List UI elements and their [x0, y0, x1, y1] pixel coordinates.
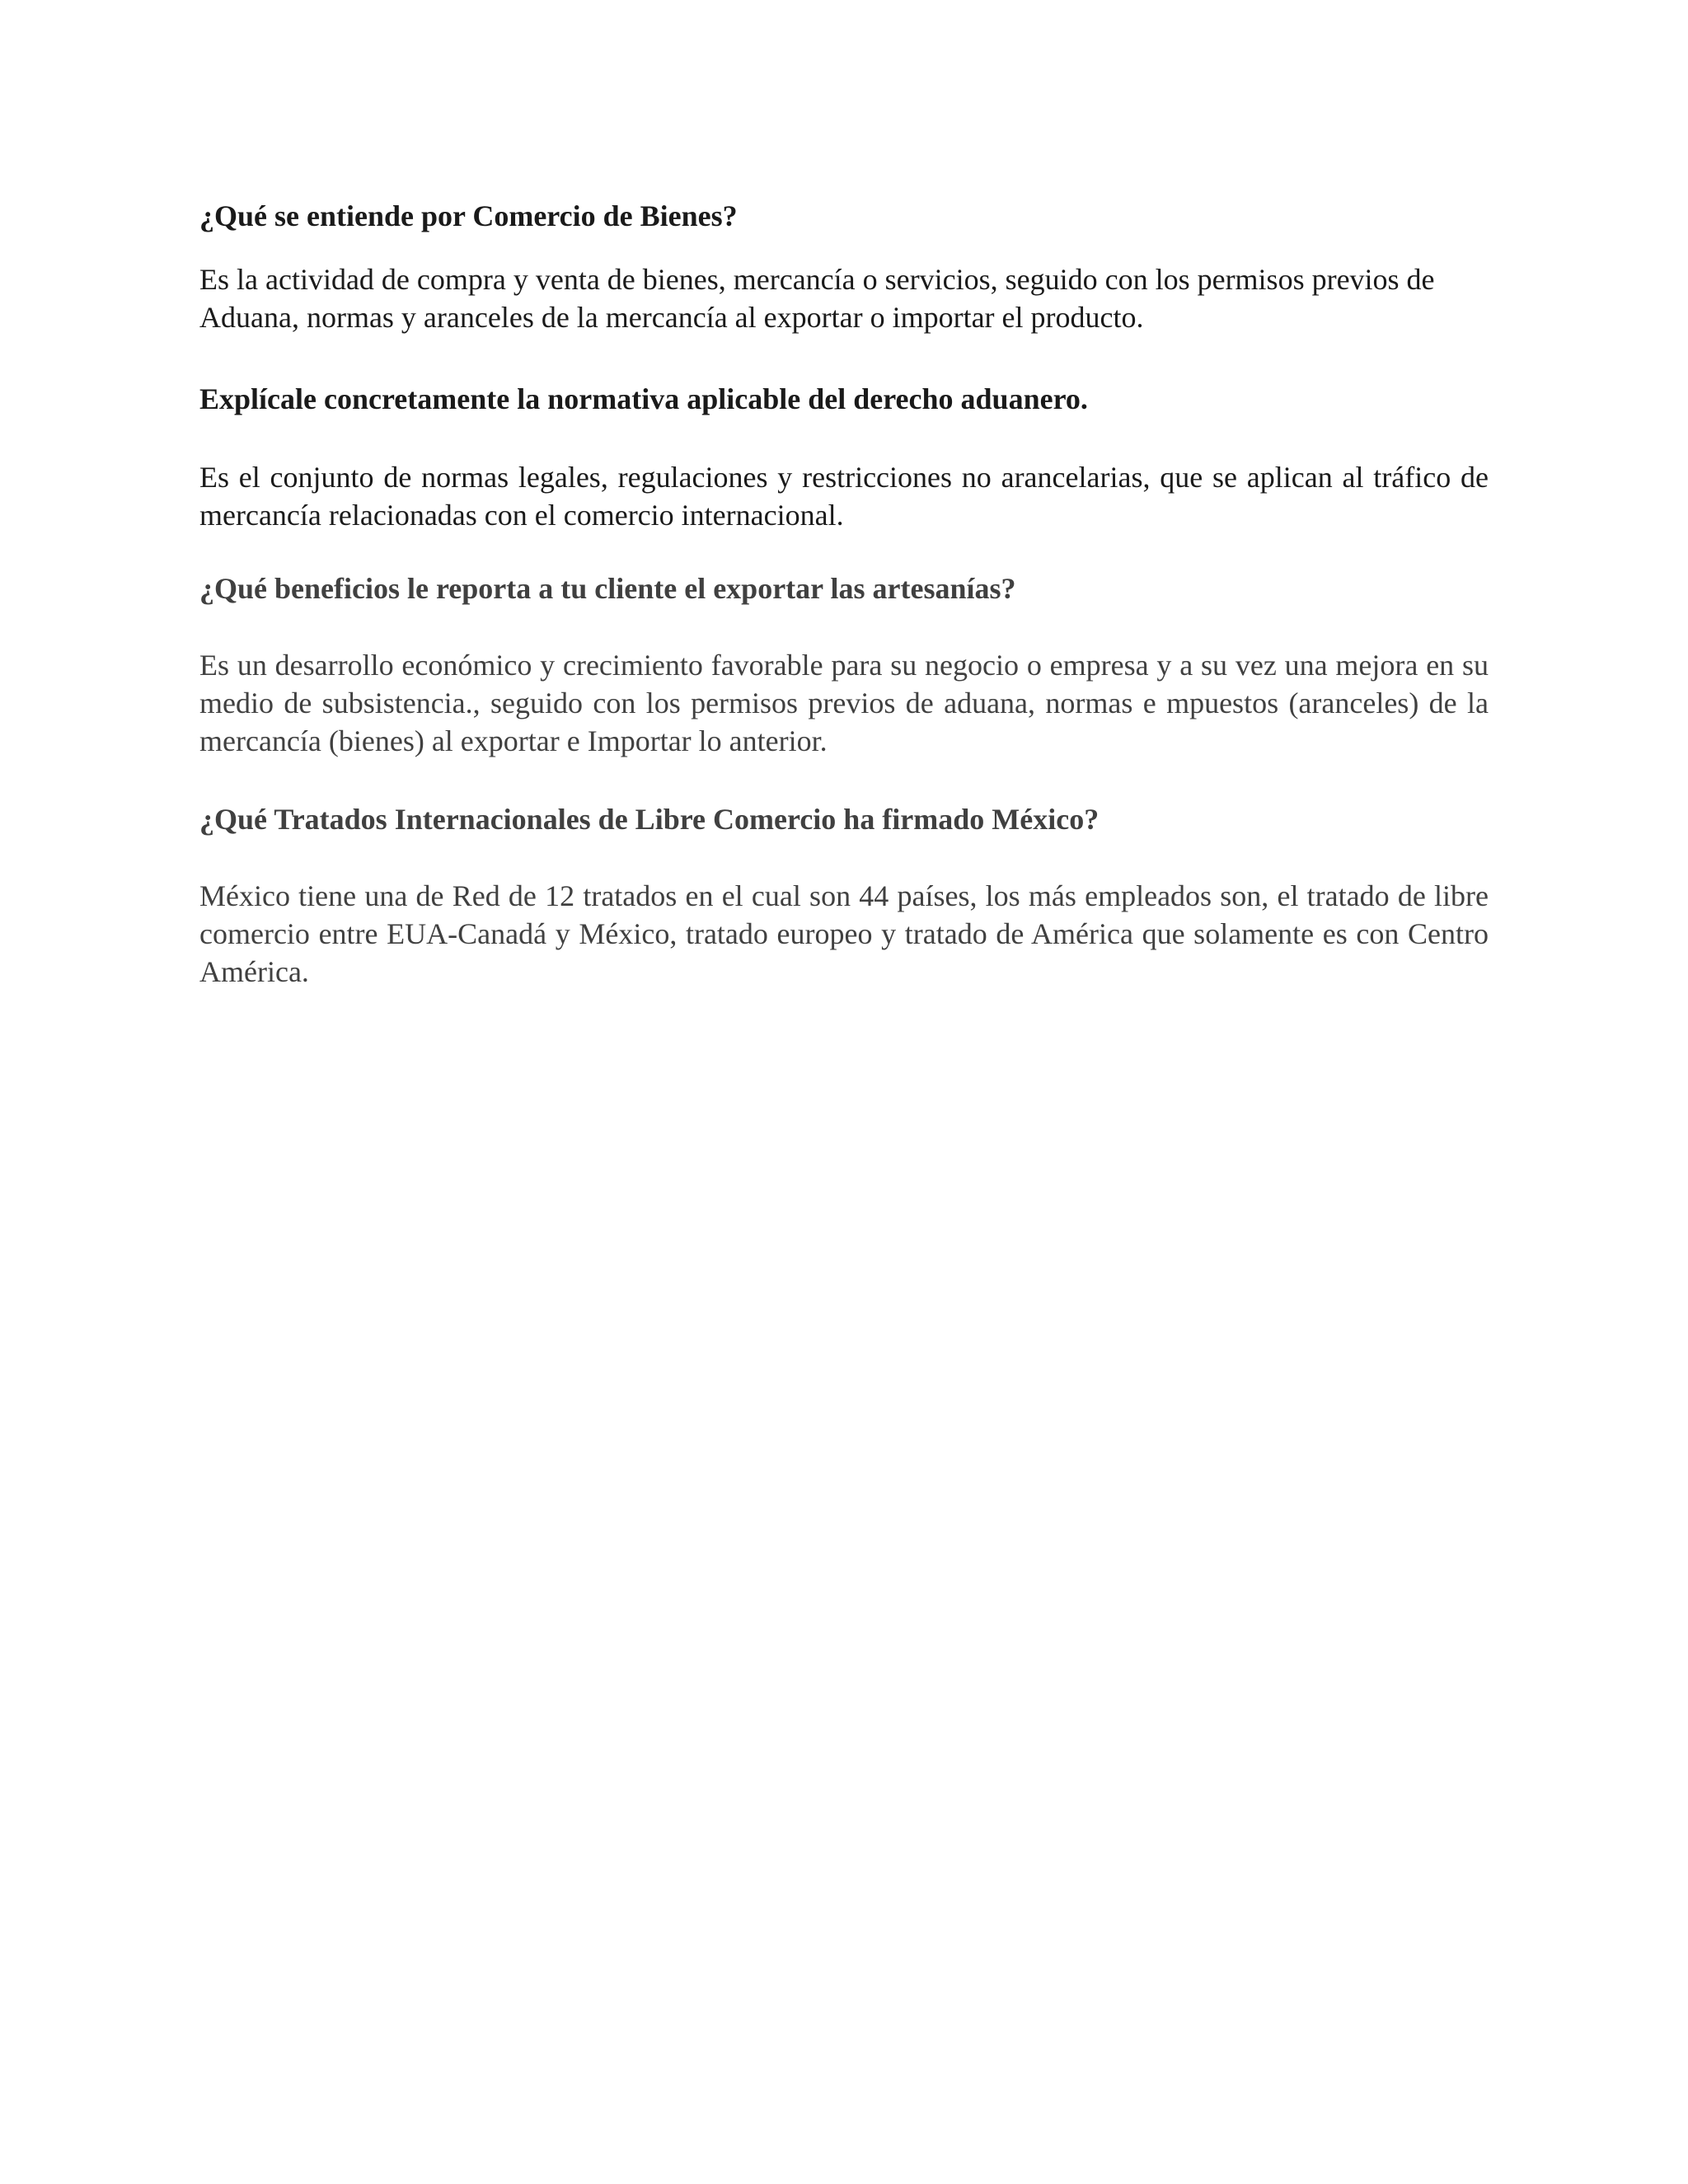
section-heading: ¿Qué se entiende por Comercio de Bienes?: [199, 199, 738, 232]
section-paragraph: México tiene una de Red de 12 tratados en el cual son 44 países, los más empleados son, el tratado de libre comercio entre EUA-Canadá y México, tratado europeo y tratado de América que solamente es con Centro América.: [199, 879, 1489, 988]
section-heading: Explícale concretamente la normativa aplicable del derecho aduanero.: [199, 382, 1088, 415]
section-paragraph: Es un desarrollo económico y crecimiento favorable para su negocio o empresa y a su vez una mejora en su medio de subsistencia., seguido con los permisos previos de aduana, normas e mpuestos (aranceles) de la mercancía (bienes) al exportar e Importar lo anterior.: [199, 649, 1489, 757]
section-heading: ¿Qué beneficios le reporta a tu cliente el exportar las artesanías?: [199, 572, 1016, 605]
section-paragraph: Es el conjunto de normas legales, regulaciones y restricciones no arancelarias, que se aplican al tráfico de mercancía relacionadas con el comercio internacional.: [199, 461, 1489, 532]
section-heading: ¿Qué Tratados Internacionales de Libre Comercio ha firmado México?: [199, 803, 1100, 836]
section-paragraph: Es la actividad de compra y venta de bienes, mercancía o servicios, seguido con los permisos previos de Aduana, normas y aranceles de la mercancía al exportar o importar el producto.: [199, 263, 1435, 334]
